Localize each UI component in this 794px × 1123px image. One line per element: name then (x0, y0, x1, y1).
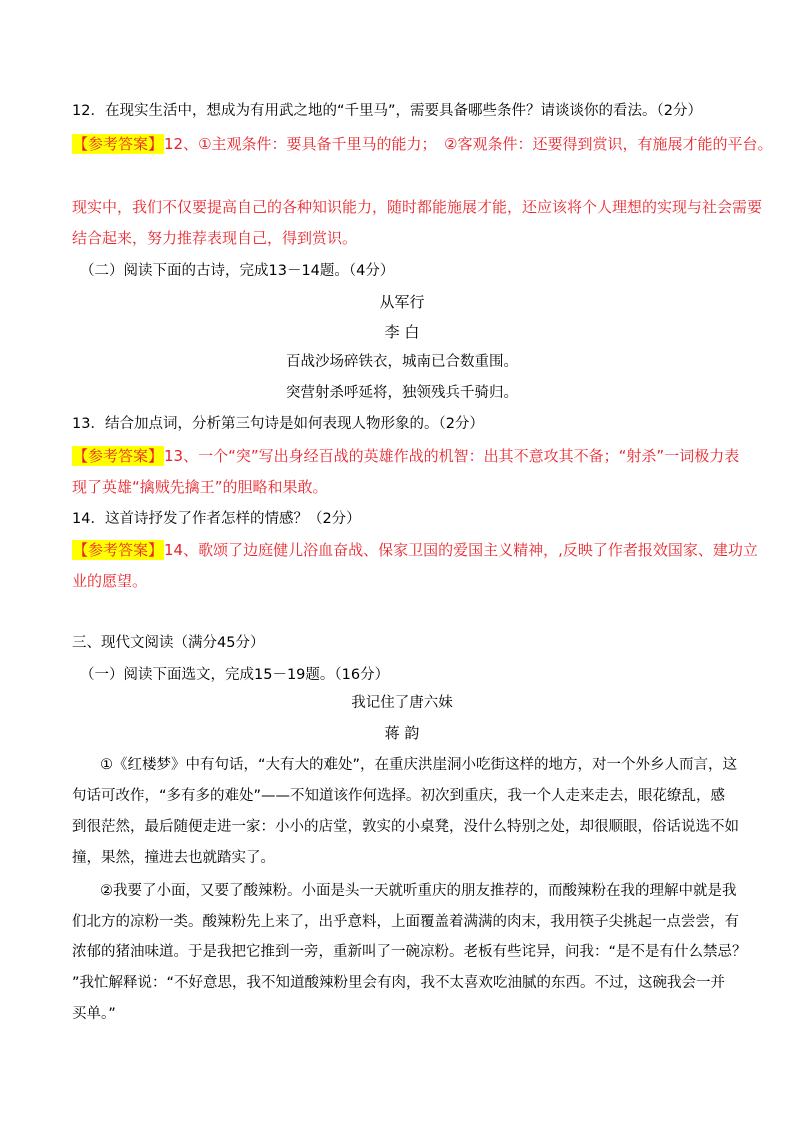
answer-13 (72, 446, 740, 466)
poem-line-2: 突营射杀呼延将，独领残兵千骑归。 (286, 385, 518, 401)
answer-tag: 【参考答案】 (73, 541, 164, 559)
poem-author: 李 白 (384, 323, 420, 341)
answer-14-line-1: 14、歌颂了边庭健儿浴血奋战、保家卫国的爱国主义精神，,反映了作者报效国家、建功立 (164, 541, 758, 559)
answer-13-line-2: 现了英雄“擒贼先擒王”的胆略和果敢。 (72, 478, 328, 496)
answer-14 (72, 540, 758, 560)
section-3-heading: 三、现代文阅读（满分45分） (72, 635, 265, 651)
answer-tag: 【参考答案】 (73, 447, 164, 465)
essay-title: 我记住了唐六妹 (351, 695, 453, 711)
essay-p2-line-1: ②我要了小面，又要了酸辣粉。小面是头一天就听重庆的朋友推荐的，而酸辣粉在我的理解中就是我 (100, 883, 737, 899)
question-12 (72, 101, 732, 121)
section-3-sub-heading: （一）阅读下面选文，完成15－19题。（16分） (80, 667, 390, 683)
question-13: 13．结合加点词，分析第三句诗是如何表现人物形象的。（2分） (72, 416, 484, 432)
question-14: 14．这首诗抒发了作者怎样的情感？（2分） (72, 511, 361, 527)
essay-p1-line-2: 句话可改作，“多有多的难处”——不知道该作何选择。初次到重庆，我一个人走来走去，眼花缭乱，感 (72, 788, 726, 804)
essay-p1-line-3: 到很茫然，最后随便走进一家：小小的店堂，敦实的小桌凳，没什么特别之处，却很顺眼，俗话说选不如 (72, 819, 739, 835)
answer-12-line-3: 结合起来，努力推荐表现自己，得到赏识。 (72, 229, 358, 247)
essay-p2-line-4: ”我忙解释说：“不好意思，我不知道酸辣粉里会有肉，我不太喜欢吃油腻的东西。不过，这碗我会一并 (72, 975, 726, 991)
essay-p2-line-2: 们北方的凉粉一类。酸辣粉先上来了，出乎意料，上面覆盖着满满的肉末，我用筷子尖挑起一点尝尝，有 (72, 914, 739, 930)
essay-p1-line-1: ①《红楼梦》中有句话，“大有大的难处”，在重庆洪崖洞小吃街这样的地方，对一个外乡人而言，这 (100, 757, 738, 773)
answer-12-line-2: 现实中，我们不仅要提高自己的各种知识能力，随时都能施展才能，还应该将个人理想的实现与社会需要 (72, 198, 763, 216)
answer-12-line-1: 12、①主观条件：要具备千里马的能力； ②客观条件：还要得到赏识，有施展才能的平台。 (164, 135, 773, 153)
essay-author: 蒋 韵 (384, 724, 420, 742)
essay-p2-line-5: 买单。” (72, 1006, 116, 1022)
essay-p2-line-3: 浓郁的猪油味道。于是我把它推到一旁，重新叫了一碗凉粉。老板有些诧异，问我：“是不是有什么禁忌？ (72, 944, 747, 960)
answer-12 (72, 134, 773, 154)
answer-13-line-1: 13、一个“突”写出身经百战的英雄作战的机智：出其不意攻其不备；“射杀”一词极力表 (164, 447, 740, 465)
poem-line-1: 百战沙场碎铁衣，城南已合数重围。 (286, 354, 518, 370)
answer-14-line-2: 业的愿望。 (72, 572, 148, 590)
question-12-text: 12．在现实生活中，想成为有用武之地的“千里马”，需要具备哪些条件？请谈谈你的看法。（2分） (72, 103, 702, 119)
poem-title: 从军行 (379, 293, 425, 311)
section-2-heading: （二）阅读下面的古诗，完成13－14题。（4分） (80, 263, 395, 279)
essay-p1-line-4: 撞，果然，撞进去也就踏实了。 (72, 850, 275, 866)
answer-tag: 【参考答案】 (73, 135, 164, 153)
